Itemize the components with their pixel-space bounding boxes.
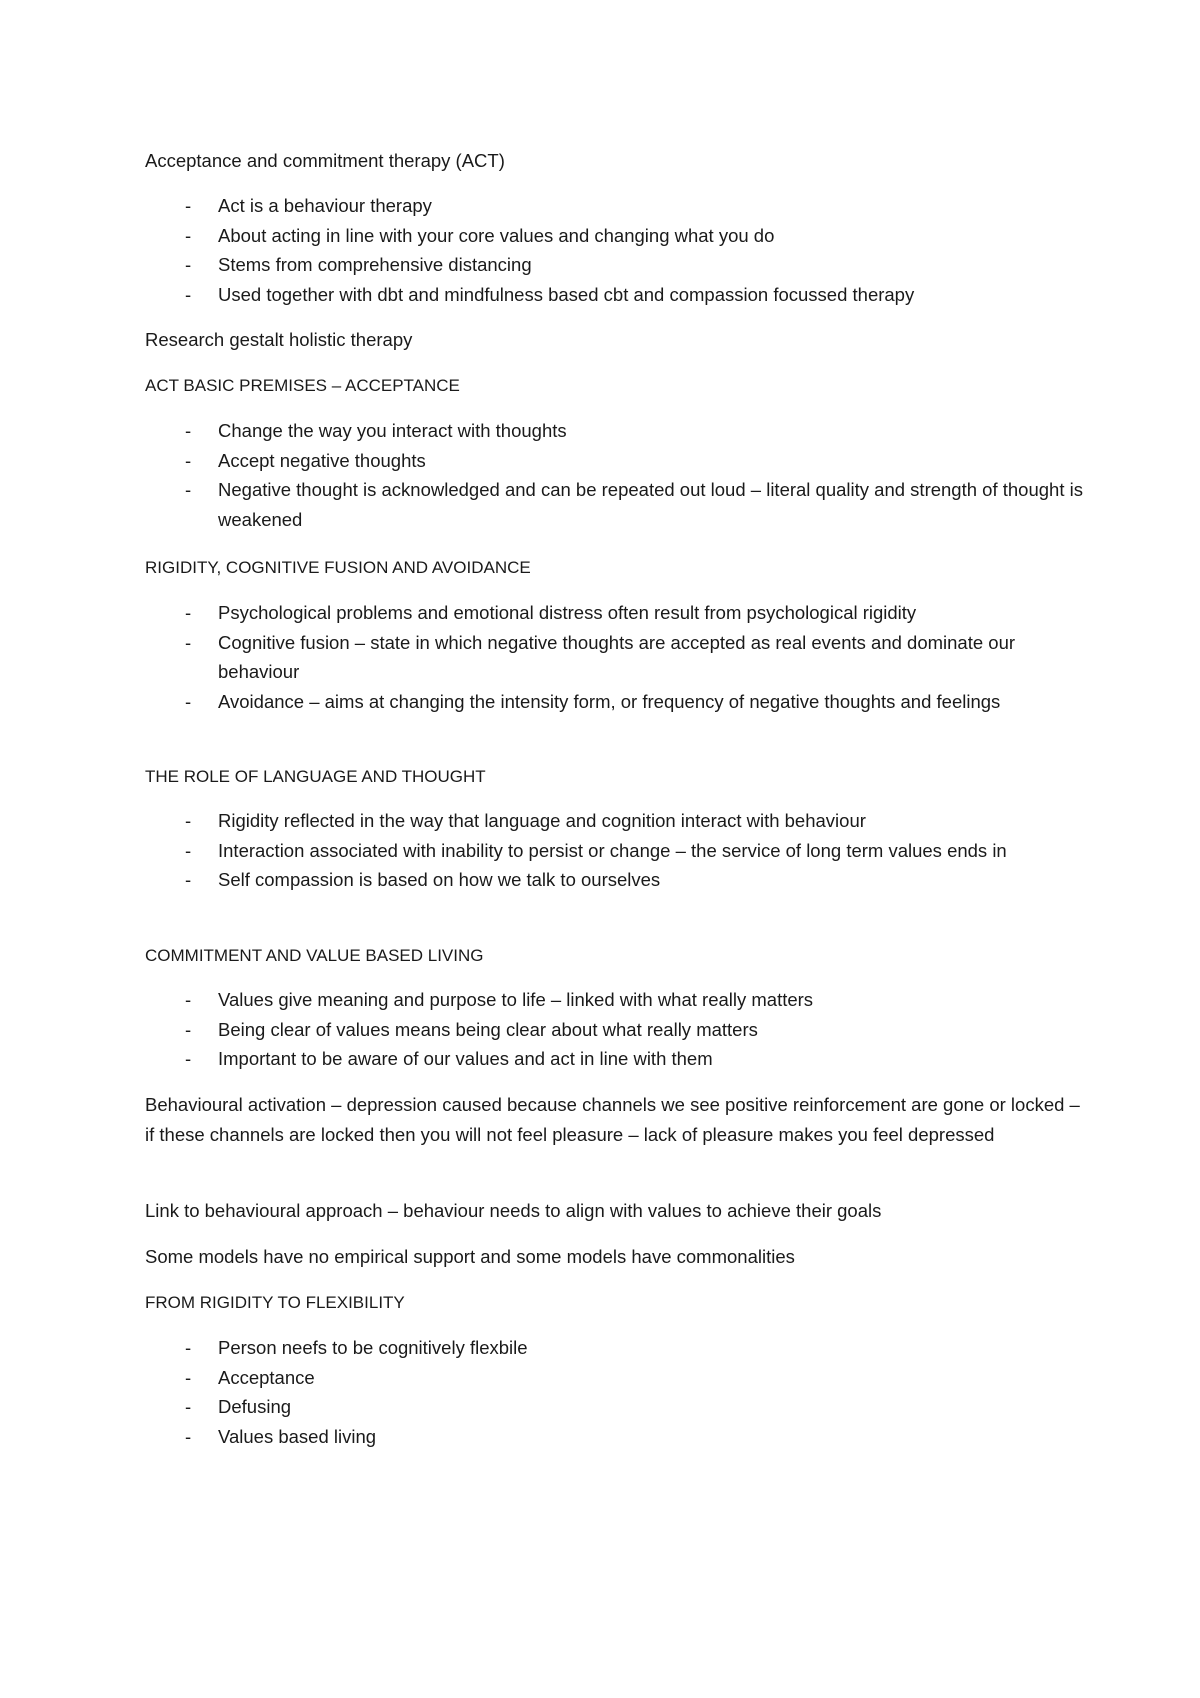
rigidity-list-block [145, 598, 1085, 716]
section-heading-commitment: COMMITMENT AND VALUE BASED LIVING [145, 946, 484, 965]
dash-bullet: - [185, 1048, 192, 1069]
link-paragraph: Link to behavioural approach – behaviour needs to align with values to achieve their goals [145, 1200, 882, 1221]
language-heading-block [145, 762, 1085, 792]
flexibility-list [145, 1333, 1085, 1451]
dash-bullet: - [185, 869, 192, 890]
list-item [145, 865, 1085, 895]
list-item [145, 221, 1085, 251]
list-item [145, 985, 1085, 1015]
list-item [145, 806, 1085, 836]
link-block [145, 1196, 1085, 1226]
list-item-text: Important to be aware of our values and act in line with them [218, 1048, 713, 1069]
section-heading-flexibility: FROM RIGIDITY TO FLEXIBILITY [145, 1293, 405, 1312]
dash-bullet: - [185, 631, 192, 653]
dash-bullet: - [185, 224, 192, 246]
dash-bullet: - [185, 602, 192, 623]
premises-list [145, 416, 1085, 534]
dash-bullet: - [185, 1396, 192, 1417]
dash-bullet: - [185, 449, 192, 471]
activation-block [145, 1090, 1085, 1150]
dash-bullet: - [185, 1018, 192, 1040]
list-item [145, 280, 1085, 310]
list-item-text: Rigidity reflected in the way that language and cognition interact with behaviour [218, 810, 866, 831]
dash-bullet: - [185, 1366, 192, 1388]
list-item-text: Act is a behaviour therapy [218, 195, 432, 216]
dash-bullet: - [185, 810, 192, 831]
list-item [145, 1333, 1085, 1363]
flexibility-list-block [145, 1333, 1085, 1451]
list-item [145, 687, 1085, 717]
title-block [145, 146, 1085, 176]
document-title: Acceptance and commitment therapy (ACT) [145, 150, 505, 171]
language-list-block [145, 806, 1085, 895]
list-item [145, 446, 1085, 476]
dash-bullet: - [185, 254, 192, 275]
list-item-text: Person neefs to be cognitively flexbile [218, 1337, 528, 1358]
section-heading-premises: ACT BASIC PREMISES – ACCEPTANCE [145, 376, 460, 395]
section-heading-rigidity: RIGIDITY, COGNITIVE FUSION AND AVOIDANCE [145, 558, 531, 577]
flexibility-heading-block [145, 1288, 1085, 1318]
list-item-text: Stems from comprehensive distancing [218, 254, 532, 275]
premises-list-block [145, 416, 1085, 534]
list-item-text: Change the way you interact with thoughts [218, 420, 567, 441]
list-item [145, 628, 1085, 687]
act-list [145, 191, 1085, 309]
list-item [145, 250, 1085, 280]
list-item-text: Negative thought is acknowledged and can be repeated out loud – literal quality and strength of thought is weakened [218, 479, 1083, 530]
list-item [145, 1015, 1085, 1045]
list-item-text: Interaction associated with inability to persist or change – the service of long term values ends in [218, 839, 1007, 861]
list-item [145, 416, 1085, 446]
dash-bullet: - [185, 195, 192, 216]
rigidity-heading-block [145, 553, 1085, 583]
act-list-block [145, 191, 1085, 309]
list-item-text: Being clear of values means being clear about what really matters [218, 1018, 758, 1040]
activation-paragraph: Behavioural activation – depression caused because channels we see positive reinforcement are gone or locked – if these channels are locked then you will not feel pleasure – lack of pleasure makes you feel depressed [145, 1094, 1080, 1145]
commitment-list-block [145, 985, 1085, 1074]
list-item [145, 836, 1085, 866]
dash-bullet: - [185, 479, 192, 500]
language-list [145, 806, 1085, 895]
list-item-text: Defusing [218, 1396, 292, 1417]
list-item-text: Avoidance – aims at changing the intensity form, or frequency of negative thoughts and feelings [218, 690, 1001, 712]
dash-bullet: - [185, 283, 192, 305]
research-line: Research gestalt holistic therapy [145, 329, 413, 350]
list-item [145, 1392, 1085, 1422]
commitment-heading-block [145, 941, 1085, 971]
dash-bullet: - [185, 690, 192, 712]
list-item-text: Acceptance [218, 1366, 315, 1388]
research-block [145, 325, 1085, 355]
list-item-text: Psychological problems and emotional distress often result from psychological rigidity [218, 602, 917, 623]
models-paragraph: Some models have no empirical support and some models have commonalities [145, 1246, 795, 1267]
dash-bullet: - [185, 989, 192, 1010]
models-block [145, 1242, 1085, 1272]
section-heading-language: THE ROLE OF LANGUAGE AND THOUGHT [145, 767, 486, 786]
list-item-text: Accept negative thoughts [218, 449, 426, 471]
list-item [145, 1363, 1085, 1393]
list-item [145, 475, 1085, 534]
premises-heading-block [145, 371, 1085, 401]
dash-bullet: - [185, 1425, 192, 1447]
dash-bullet: - [185, 420, 192, 441]
list-item [145, 191, 1085, 221]
list-item-text: About acting in line with your core values and changing what you do [218, 224, 775, 246]
list-item-text: Cognitive fusion – state in which negative thoughts are accepted as real events and dominate our behaviour [218, 631, 1016, 682]
list-item [145, 1044, 1085, 1074]
list-item-text: Used together with dbt and mindfulness based cbt and compassion focussed therapy [218, 283, 915, 305]
dash-bullet: - [185, 1337, 192, 1358]
list-item-text: Values based living [218, 1425, 377, 1447]
commitment-list [145, 985, 1085, 1074]
list-item [145, 1422, 1085, 1452]
rigidity-list [145, 598, 1085, 716]
list-item [145, 598, 1085, 628]
dash-bullet: - [185, 839, 192, 861]
list-item-text: Values give meaning and purpose to life – linked with what really matters [218, 989, 814, 1010]
list-item-text: Self compassion is based on how we talk to ourselves [218, 869, 661, 890]
